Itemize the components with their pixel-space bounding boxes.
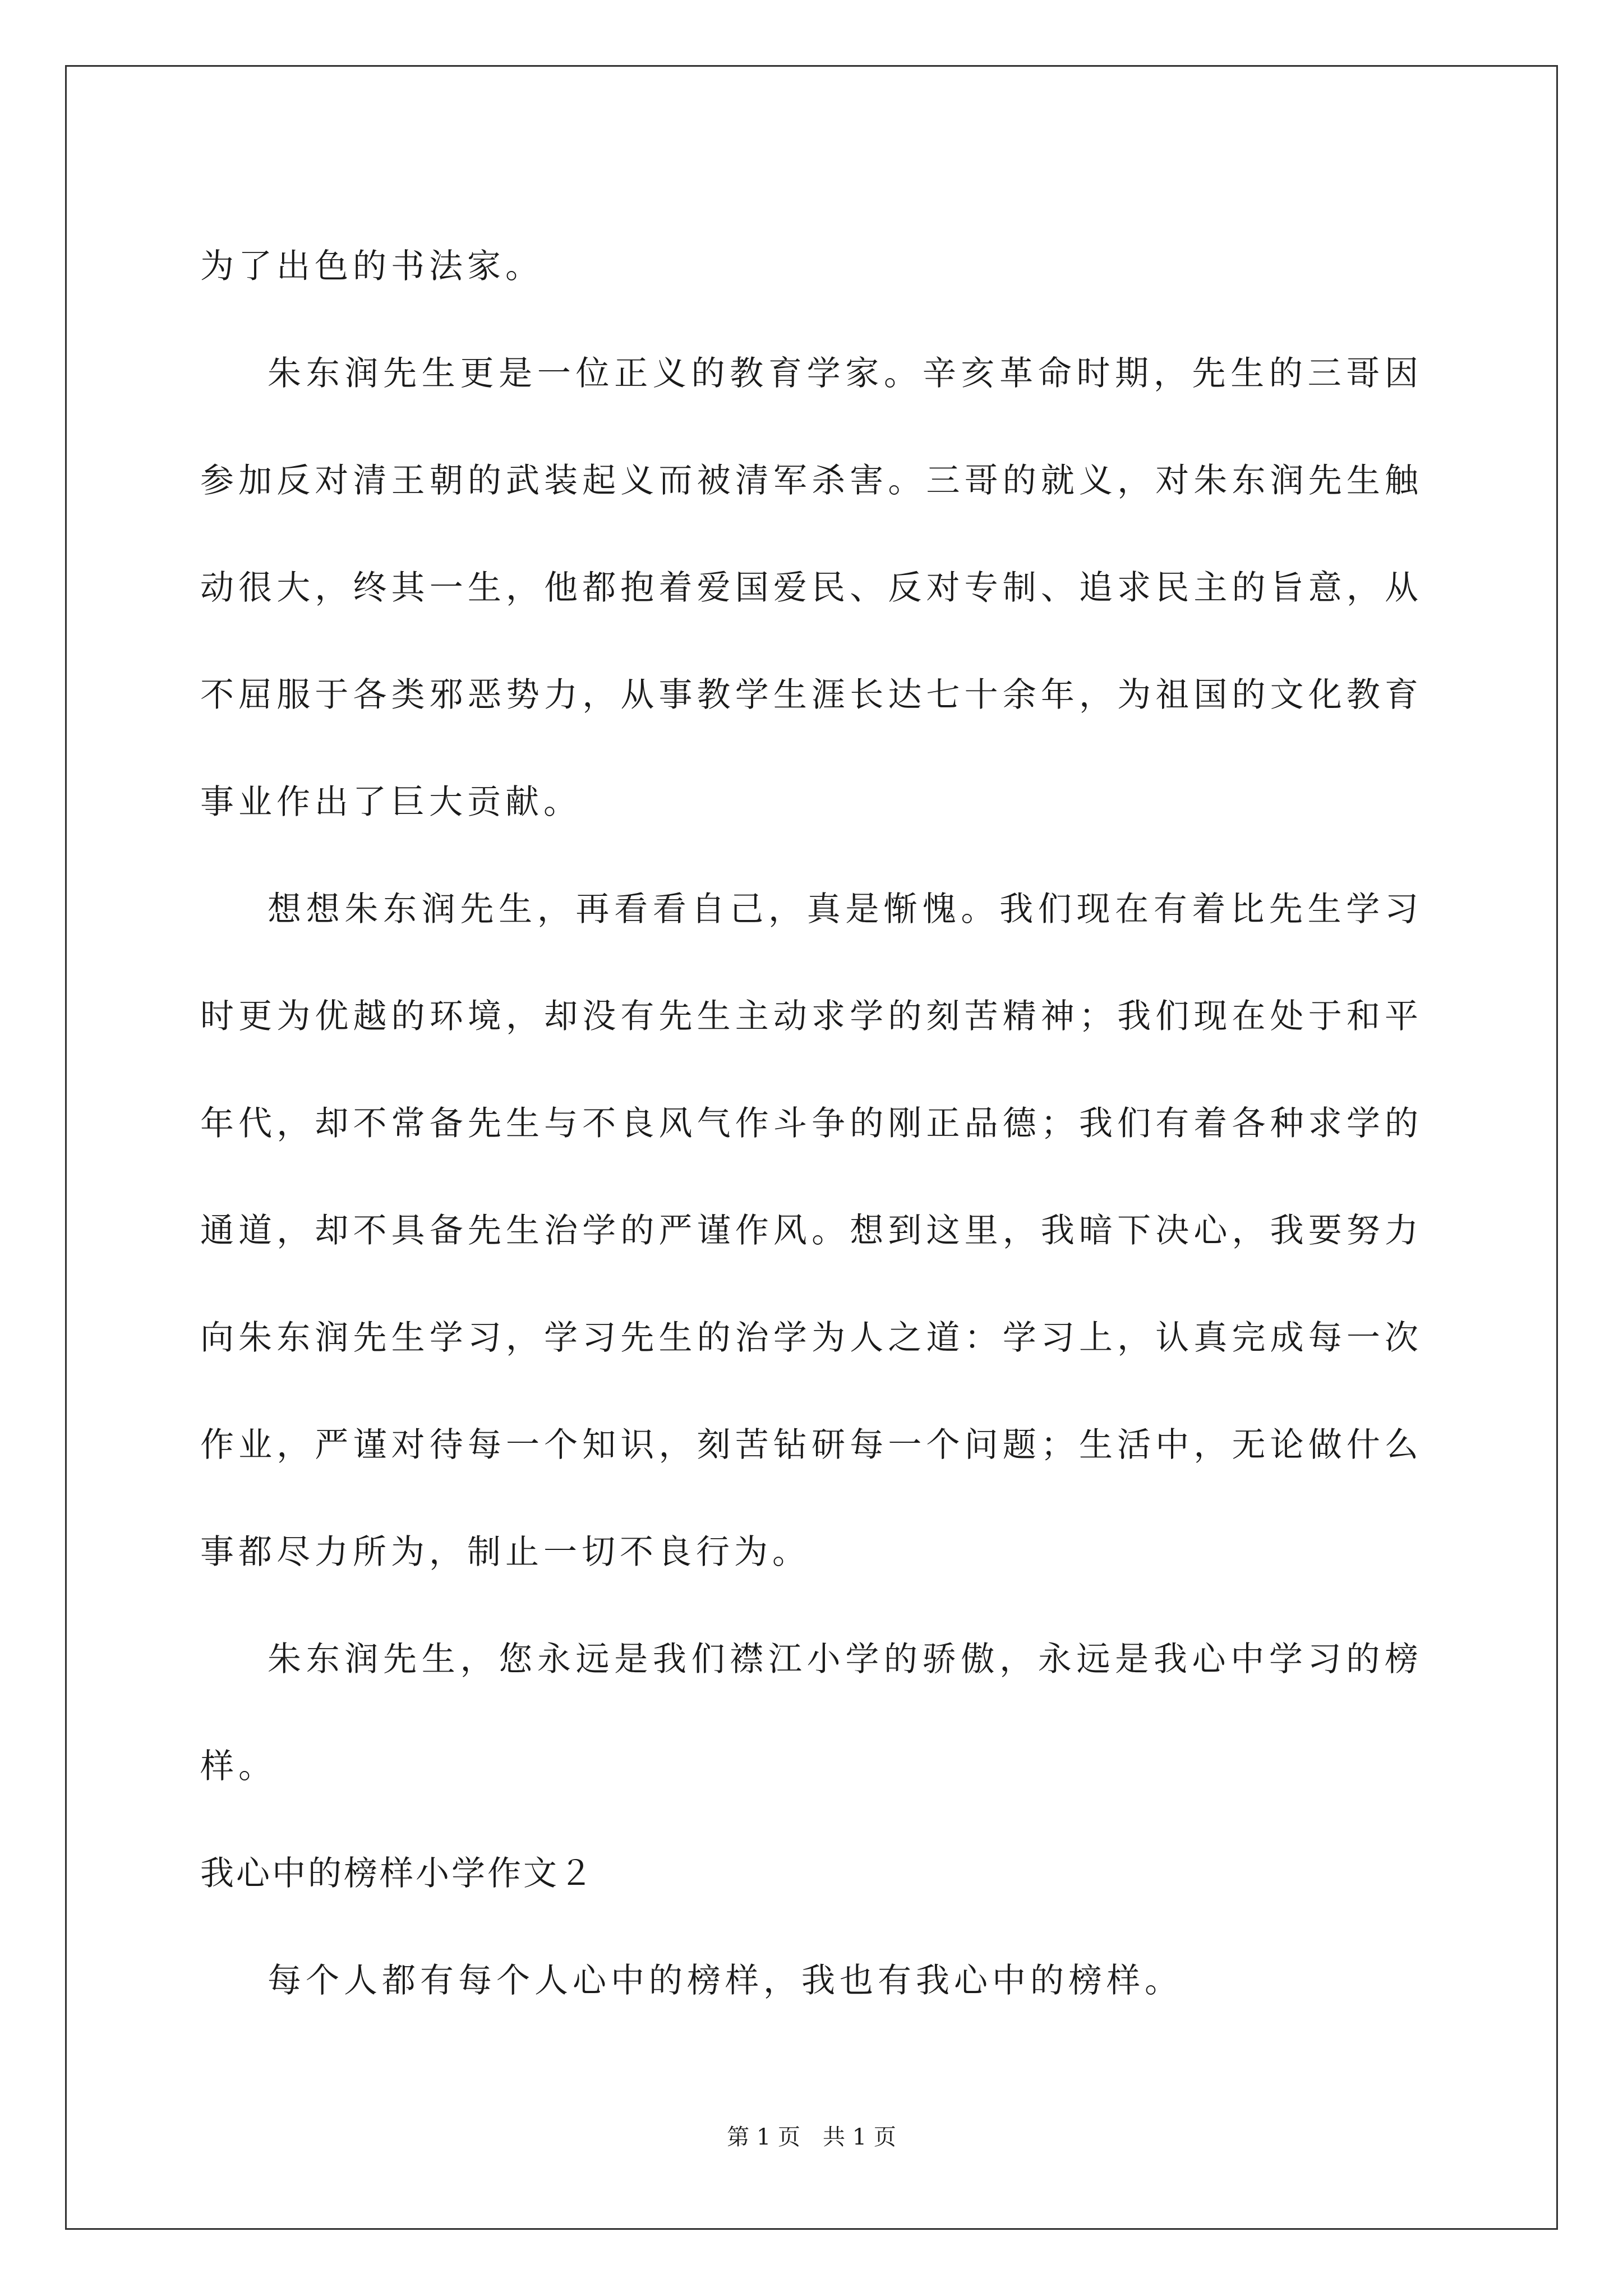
- page-footer: [0, 2120, 1623, 2154]
- paragraph-4: 朱东润先生，您永远是我们襟江小学的骄傲，永远是我心中学习的榜样。: [200, 1640, 1423, 1786]
- paragraph-1: 为了出色的书法家。: [200, 247, 543, 286]
- page-total: 共 1 页: [823, 2124, 896, 2150]
- paragraph-3: 想想朱东润先生，再看看自己，真是惭愧。我们现在有着比先生学习时更为优越的环境，却没有先生主动求学的刻苦精神；我们现在处于和平年代，却不常备先生与不良风气作斗争的刚正品德；我们有着各种求学的通道，却不具备先生治学的严谨作风。想到这里，我暗下决心，我要努力向朱东润先生学习，学习先生的治学为人之道：学习上，认真完成每一次作业，严谨对待每一个知识，刻苦钻研每一个问题；生活中，无论做什么事都尽力所为，制止一切不良行为。: [200, 890, 1423, 1572]
- section-heading: 我心中的榜样小学作文２: [200, 1854, 595, 1893]
- paragraph-5: 每个人都有每个人心中的榜样，我也有我心中的榜样。: [268, 1961, 1183, 2000]
- paragraph-2: 朱东润先生更是一位正义的教育学家。辛亥革命时期，先生的三哥因参加反对清王朝的武装起义而被清军杀害。三哥的就义，对朱东润先生触动很大，终其一生，他都抱着爱国爱民、反对专制、追求民主的旨意，从不屈服于各类邪恶势力，从事教学生涯长达七十余年，为祖国的文化教育事业作出了巨大贡献。: [200, 354, 1423, 822]
- page-number: 第 1 页: [727, 2124, 800, 2150]
- document-body: [200, 213, 1423, 2035]
